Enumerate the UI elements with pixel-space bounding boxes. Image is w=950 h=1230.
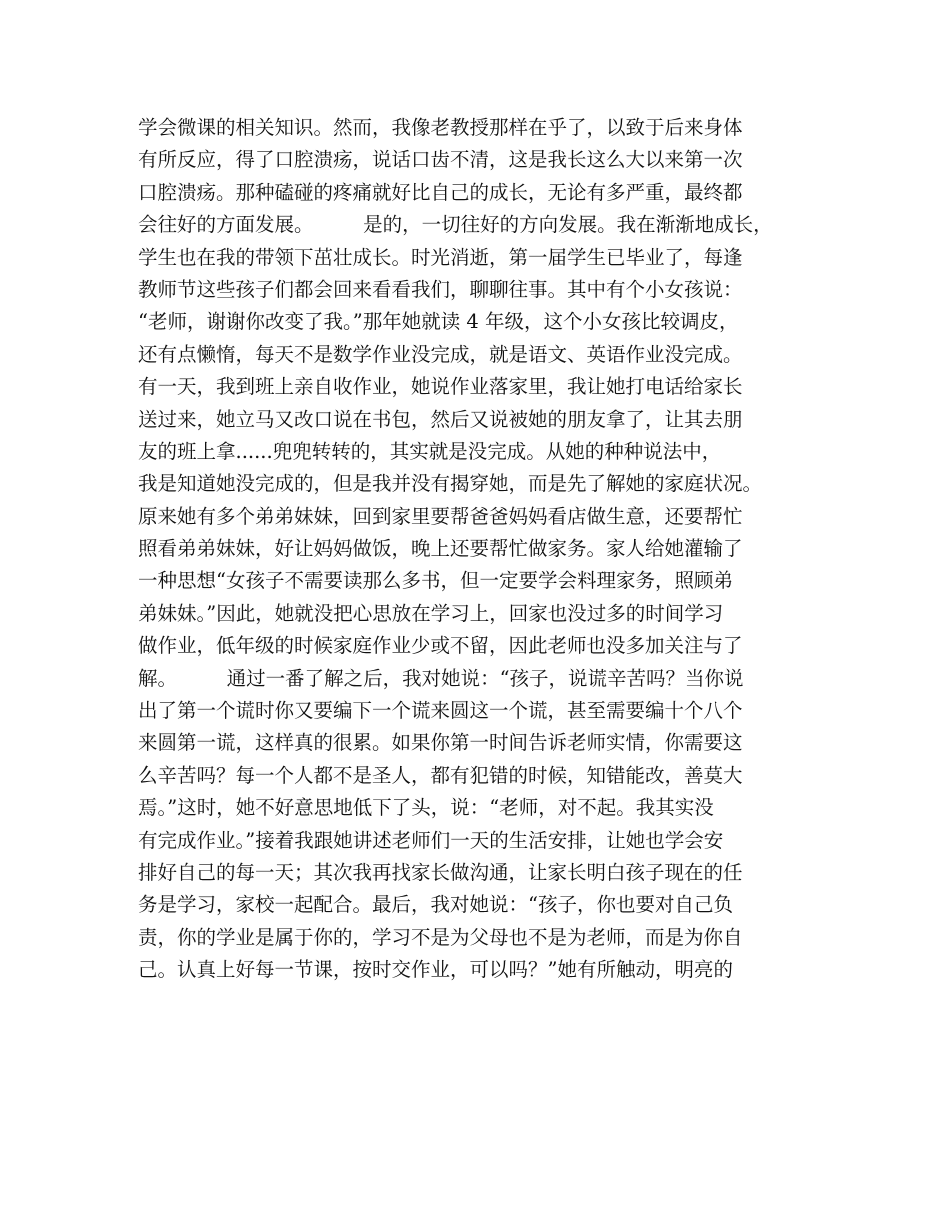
text-line: 么辛苦吗？每一个人都不是圣人，都有犯错的时候，知错能改，善莫大 — [138, 763, 743, 787]
text-line: 原来她有多个弟弟妹妹，回到家里要帮爸爸妈妈看店做生意，还要帮忙 — [138, 504, 743, 528]
text-line: 有一天，我到班上亲自收作业，她说作业落家里，我让她打电话给家长 — [138, 375, 743, 399]
text-line: 送过来，她立马又改口说在书包，然后又说被她的朋友拿了，让其去朋 — [138, 407, 743, 431]
text-line: “老师，谢谢你改变了我。”那年她就读 4 年级，这个小女孩比较调皮， — [138, 310, 739, 334]
text-line: 口腔溃疡。那种磕碰的疼痛就好比自己的成长，无论有多严重，最终都 — [138, 180, 743, 204]
text-line: 一种思想“女孩子不需要读那么多书，但一定要学会料理家务，照顾弟 — [138, 569, 733, 593]
body-text — [138, 112, 828, 987]
text-line: 弟妹妹。”因此，她就没把心思放在学习上，回家也没过多的时间学习 — [138, 601, 724, 625]
text-line: 照看弟弟妹妹，好让妈妈做饭，晚上还要帮忙做家务。家人给她灌输了 — [138, 537, 743, 561]
text-line: 会往好的方面发展。 是的，一切往好的方向发展。我在渐渐地成长， — [138, 213, 773, 237]
text-line: 教师节这些孩子们都会回来看看我们，聊聊往事。其中有个小女孩说： — [138, 277, 743, 301]
text-line: 友的班上拿......兜兜转转的，其实就是没完成。从她的种种说法中， — [138, 439, 722, 463]
text-line: 责，你的学业是属于你的，学习不是为父母也不是为老师，而是为你自 — [138, 925, 743, 949]
text-line: 有完成作业。”接着我跟她讲述老师们一天的生活安排，让她也学会安 — [138, 828, 724, 852]
text-line: 出了第一个谎时你又要编下一个谎来圆这一个谎，甚至需要编十个八个 — [138, 699, 743, 723]
text-line: 学会微课的相关知识。然而，我像老教授那样在乎了，以致于后来身体 — [138, 116, 743, 139]
text-line: 务是学习，家校一起配合。最后，我对她说：“孩子，你也要对自己负 — [138, 893, 733, 917]
text-line: 做作业，低年级的时候家庭作业少或不留，因此老师也没多加关注与了 — [138, 634, 743, 658]
text-line: 排好自己的每一天；其次我再找家长做沟通，让家长明白孩子现在的任 — [138, 860, 743, 884]
text-line: 己。认真上好每一节课，按时交作业，可以吗？”她有所触动，明亮的 — [138, 958, 733, 982]
text-line: 有所反应，得了口腔溃疡，说话口齿不清，这是我长这么大以来第一次 — [138, 148, 743, 172]
text-line: 学生也在我的带领下茁壮成长。时光消逝，第一届学生已毕业了，每逢 — [138, 245, 743, 269]
text-line: 我是知道她没完成的，但是我并没有揭穿她，而是先了解她的家庭状况。 — [138, 472, 763, 496]
text-line: 焉。”这时，她不好意思地低下了头，说：“老师，对不起。我其实没 — [138, 796, 714, 820]
text-line: 还有点懒惰，每天不是数学作业没完成，就是语文、英语作业没完成。 — [138, 342, 743, 366]
text-line: 来圆第一谎，这样真的很累。如果你第一时间告诉老师实情，你需要这 — [138, 731, 743, 755]
text-line: 解。 通过一番了解之后，我对她说：“孩子，说谎辛苦吗？当你说 — [138, 666, 744, 690]
